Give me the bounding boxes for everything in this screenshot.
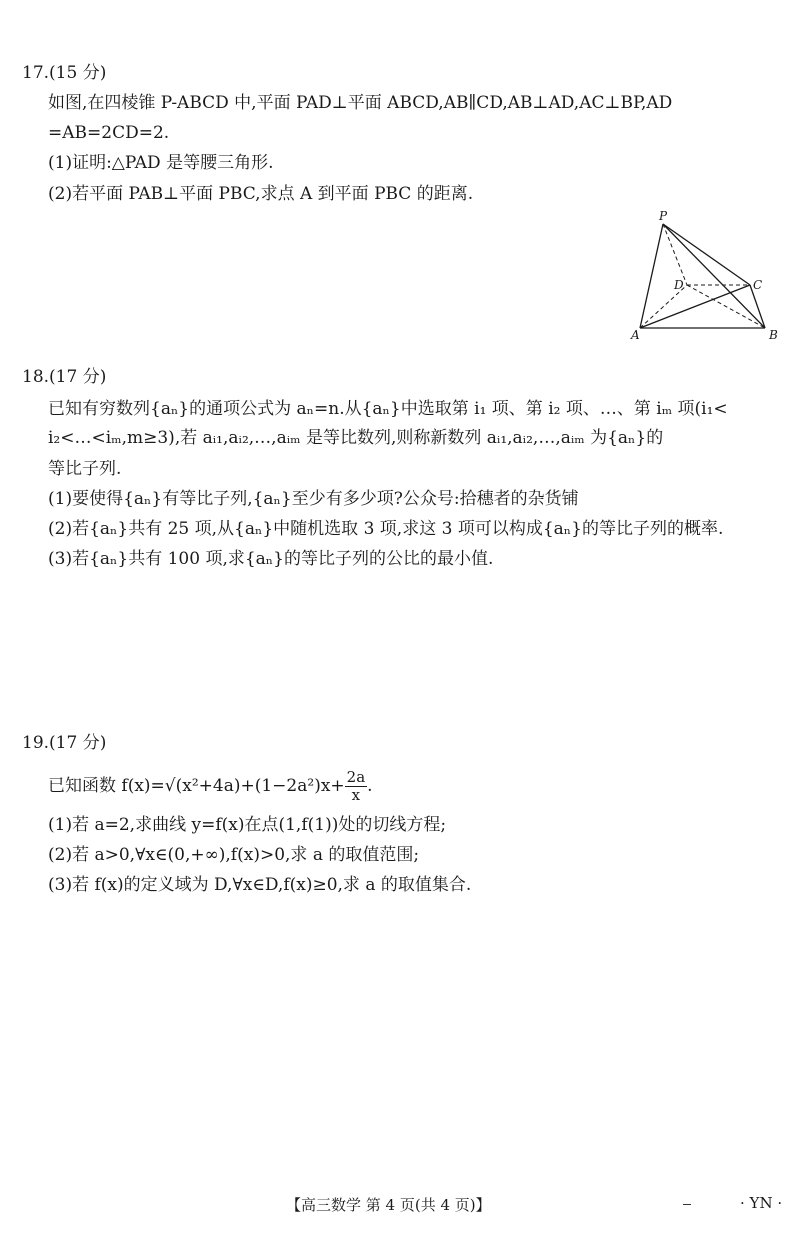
q19-frac-numerator: 2a (346, 768, 366, 786)
q18-part-2: (2)若{aₙ}共有 25 项,从{aₙ}中随机选取 3 项,求这 3 项可以构成{aₙ}的等比子列的概率. (48, 519, 724, 539)
q18-stem-line-3: 等比子列. (48, 459, 122, 479)
footer-page-info: 【高三数学 第 4 页(共 4 页)】 (286, 1196, 491, 1214)
page-footer (0, 1194, 800, 1214)
q19-part-3: (3)若 f(x)的定义域为 D,∀x∈D,f(x)≥0,求 a 的取值集合. (48, 875, 472, 895)
q19-func-prefix: 已知函数 f(x)=√(x²+4a)+(1−2a²)x+ (48, 776, 345, 796)
q18-stem-line-2: i₂<…<iₘ,m≥3),若 aᵢ₁,aᵢ₂,…,aᵢₘ 是等比数列,则称新数列 aᵢ₁,aᵢ₂,…,aᵢₘ 为{aₙ}的 (48, 428, 664, 448)
label-A: A (631, 328, 640, 342)
footer-code: · YN · (740, 1194, 783, 1212)
q18-stem-line-1: 已知有穷数列{aₙ}的通项公式为 aₙ=n.从{aₙ}中选取第 i₁ 项、第 i₂ 项、…、第 iₘ 项(i₁< (48, 399, 728, 419)
q17-heading: 17.(15 分) (22, 63, 107, 83)
edge-PC (663, 224, 750, 285)
q19-func-suffix: . (367, 776, 373, 796)
q18-heading: 18.(17 分) (22, 367, 107, 387)
label-B: B (769, 328, 778, 342)
q19-frac-denominator: x (351, 786, 361, 804)
q19-part-1: (1)若 a=2,求曲线 y=f(x)在点(1,f(1))处的切线方程; (48, 815, 447, 835)
label-D: D (674, 278, 684, 292)
label-C: C (753, 278, 763, 292)
q17-stem-line-2: =AB=2CD=2. (48, 123, 170, 143)
q17-stem-line-1: 如图,在四棱锥 P-ABCD 中,平面 PAD⊥平面 ABCD,AB∥CD,AB⊥AD,AC⊥BP,AD (48, 93, 673, 113)
q19-heading: 19.(17 分) (22, 733, 107, 753)
q17-part-1: (1)证明:△PAD 是等腰三角形. (48, 153, 274, 173)
edge-PA (640, 224, 663, 328)
q19-fraction (345, 769, 368, 804)
footer-dash-mark (683, 1204, 691, 1205)
pyramid-figure (625, 208, 790, 348)
edge-AC (640, 285, 750, 328)
q19-function-definition (48, 768, 373, 804)
q18-part-1: (1)要使得{aₙ}有等比子列,{aₙ}至少有多少项?公众号:拾穗者的杂货铺 (48, 489, 579, 509)
q19-part-2: (2)若 a>0,∀x∈(0,+∞),f(x)>0,求 a 的取值范围; (48, 845, 420, 865)
q18-part-3: (3)若{aₙ}共有 100 项,求{aₙ}的等比子列的公比的最小值. (48, 549, 494, 569)
q17-part-2: (2)若平面 PAB⊥平面 PBC,求点 A 到平面 PBC 的距离. (48, 184, 474, 204)
label-P: P (659, 209, 668, 223)
